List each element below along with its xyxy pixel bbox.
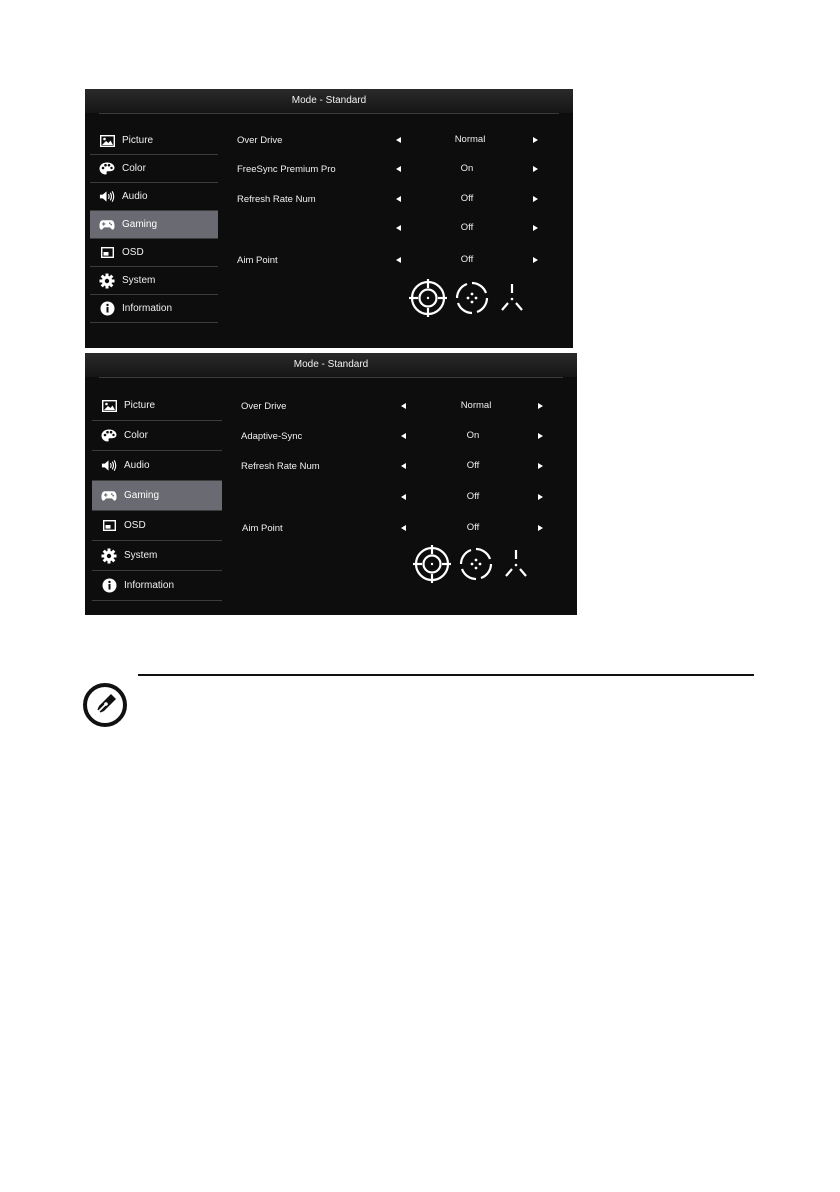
setting-label: Adaptive-Sync — [241, 431, 303, 442]
picture-icon — [99, 134, 115, 148]
gear-icon — [101, 549, 117, 563]
osd-panel-adaptive-sync — [85, 353, 577, 615]
setting-row-adaptive-sync[interactable] — [241, 429, 561, 445]
setting-value: On — [466, 430, 480, 441]
arrow-left-icon[interactable] — [396, 196, 401, 202]
sidebar-item-osd[interactable] — [92, 511, 222, 541]
sidebar-item-label: Color — [122, 163, 146, 174]
setting-label: Over Drive — [241, 401, 287, 412]
setting-value: On — [460, 163, 474, 174]
arrow-left-icon[interactable] — [401, 525, 406, 531]
arrow-left-icon[interactable] — [396, 137, 401, 143]
arrow-right-icon[interactable] — [533, 257, 538, 263]
arrow-right-icon[interactable] — [538, 494, 543, 500]
sidebar-item-label: Gaming — [122, 219, 158, 230]
setting-label: Refresh Rate Num — [241, 461, 320, 472]
osd-window-icon — [101, 519, 117, 533]
setting-label: Aim Point — [242, 523, 283, 534]
setting-value: Off — [466, 460, 480, 471]
setting-row-unlabeled[interactable] — [241, 490, 561, 506]
sidebar — [92, 391, 222, 601]
settings-list — [237, 131, 557, 271]
speaker-icon — [99, 190, 115, 204]
arrow-right-icon[interactable] — [538, 403, 543, 409]
sidebar-item-label: Picture — [122, 135, 154, 146]
sidebar-item-gaming[interactable] — [90, 211, 218, 239]
osd-title: Mode - Standard — [85, 89, 573, 113]
title-divider — [99, 377, 563, 378]
sidebar-item-system[interactable] — [90, 267, 218, 295]
crosshair-options — [413, 545, 531, 588]
crosshair-tri-icon[interactable] — [497, 282, 527, 319]
gear-icon — [99, 274, 115, 288]
sidebar-item-audio[interactable] — [90, 183, 218, 211]
setting-row-freesync[interactable] — [237, 162, 557, 178]
setting-value: Off — [466, 522, 480, 533]
setting-label: Refresh Rate Num — [237, 194, 316, 205]
sidebar-item-picture[interactable] — [90, 127, 218, 155]
arrow-right-icon[interactable] — [538, 525, 543, 531]
arrow-right-icon[interactable] — [533, 137, 538, 143]
note-pen-icon — [82, 682, 128, 728]
note-divider — [138, 674, 754, 676]
arrow-left-icon[interactable] — [396, 166, 401, 172]
setting-label: FreeSync Premium Pro — [237, 164, 336, 175]
sidebar-item-label: System — [124, 550, 158, 561]
speaker-icon — [101, 459, 117, 473]
picture-icon — [101, 399, 117, 413]
sidebar-item-label: Audio — [122, 191, 148, 202]
arrow-right-icon[interactable] — [533, 225, 538, 231]
setting-row-over-drive[interactable] — [237, 133, 557, 149]
osd-title: Mode - Standard — [85, 353, 577, 377]
sidebar-item-information[interactable] — [92, 571, 222, 601]
crosshair-circle-icon[interactable] — [409, 279, 447, 322]
setting-value: Off — [460, 254, 474, 265]
title-divider — [99, 113, 559, 114]
arrow-left-icon[interactable] — [401, 433, 406, 439]
sidebar-item-information[interactable] — [90, 295, 218, 323]
setting-row-aim-point[interactable] — [241, 521, 561, 537]
gamepad-icon — [101, 489, 117, 503]
arrow-right-icon[interactable] — [538, 463, 543, 469]
settings-list — [241, 397, 561, 542]
osd-panel-freesync — [85, 89, 573, 348]
crosshair-dots-icon[interactable] — [459, 547, 493, 586]
setting-row-refresh-rate-num[interactable] — [237, 192, 557, 208]
palette-icon — [101, 429, 117, 443]
sidebar — [90, 127, 218, 323]
sidebar-item-color[interactable] — [92, 421, 222, 451]
setting-value: Normal — [460, 400, 492, 411]
arrow-right-icon[interactable] — [533, 196, 538, 202]
gamepad-icon — [99, 218, 115, 232]
sidebar-item-label: System — [122, 275, 156, 286]
setting-label: Aim Point — [237, 255, 278, 266]
setting-value: Normal — [454, 134, 486, 145]
sidebar-item-color[interactable] — [90, 155, 218, 183]
palette-icon — [99, 162, 115, 176]
setting-value: Off — [460, 222, 474, 233]
setting-label: Over Drive — [237, 135, 283, 146]
crosshair-tri-icon[interactable] — [501, 548, 531, 585]
info-icon — [101, 579, 117, 593]
sidebar-item-label: OSD — [124, 520, 146, 531]
crosshair-dots-icon[interactable] — [455, 281, 489, 320]
arrow-left-icon[interactable] — [396, 225, 401, 231]
sidebar-item-label: Information — [124, 580, 175, 591]
crosshair-circle-icon[interactable] — [413, 545, 451, 588]
sidebar-item-picture[interactable] — [92, 391, 222, 421]
arrow-right-icon[interactable] — [538, 433, 543, 439]
sidebar-item-label: Audio — [124, 460, 150, 471]
osd-window-icon — [99, 246, 115, 260]
setting-row-unlabeled[interactable] — [237, 221, 557, 237]
setting-row-refresh-rate-num[interactable] — [241, 459, 561, 475]
sidebar-item-osd[interactable] — [90, 239, 218, 267]
setting-row-aim-point[interactable] — [237, 253, 557, 269]
sidebar-item-gaming[interactable] — [92, 481, 222, 511]
crosshair-options — [409, 279, 527, 322]
sidebar-item-label: Picture — [124, 400, 156, 411]
setting-value: Off — [466, 491, 480, 502]
arrow-left-icon[interactable] — [396, 257, 401, 263]
info-icon — [99, 302, 115, 316]
arrow-left-icon[interactable] — [401, 494, 406, 500]
arrow-right-icon[interactable] — [533, 166, 538, 172]
arrow-left-icon[interactable] — [401, 463, 406, 469]
sidebar-item-system[interactable] — [92, 541, 222, 571]
setting-value: Off — [460, 193, 474, 204]
sidebar-item-label: Color — [124, 430, 148, 441]
sidebar-item-label: OSD — [122, 247, 144, 258]
setting-row-over-drive[interactable] — [241, 399, 561, 415]
sidebar-item-label: Gaming — [124, 490, 160, 501]
sidebar-item-label: Information — [122, 303, 173, 314]
sidebar-item-audio[interactable] — [92, 451, 222, 481]
arrow-left-icon[interactable] — [401, 403, 406, 409]
